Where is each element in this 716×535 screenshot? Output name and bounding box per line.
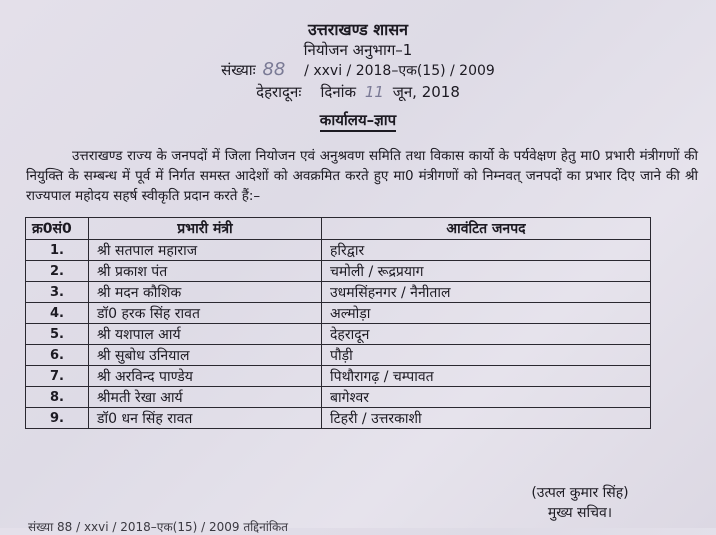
minister-allocation-table [25,217,651,429]
handwritten-date: 11 [364,83,384,101]
table-row [26,345,651,366]
minister-cell: डॉ0 धन सिंह रावत [89,408,322,429]
minister-cell: श्री यशपाल आर्य [89,324,322,345]
document-title [0,110,716,130]
minister-cell: श्री अरविन्द पाण्डेय [89,366,322,387]
footer-reference: संख्या 88 / xxvi / 2018–एक(15) / 2009 तद्दिनांकित [28,520,289,534]
header-serial: क्र0सं0 [26,218,89,240]
number-label: संख्याः [221,61,256,79]
district-cell: टिहरी / उत्तरकाशी [322,408,651,429]
table-row [26,408,651,429]
place-date [0,81,716,103]
signature-block [505,483,655,523]
minister-cell: श्री मदन कौशिक [89,282,322,303]
minister-cell: श्री सुबोध उनियाल [89,345,322,366]
minister-cell: श्री प्रकाश पंत [89,261,322,282]
minister-cell: श्री सतपाल महाराज [89,240,322,261]
district-cell: हरिद्वार [322,240,651,261]
date-label: दिनांक [320,83,357,101]
signatory-name: (उत्पल कुमार सिंह) [531,485,629,501]
header-district: आवंटित जनपद [322,218,651,240]
handwritten-number: 88 [262,59,286,80]
serial-cell: 3. [26,282,89,303]
district-cell: उधमसिंहनगर / नैनीताल [322,282,651,303]
title-text: कार्यालय–ज्ञाप [320,111,396,132]
document-header [0,20,716,103]
government-name: उत्तराखण्ड शासन [307,20,409,39]
header-minister: प्रभारी मंत्री [89,218,322,240]
table-row [26,261,651,282]
reference-number [0,60,716,81]
serial-cell: 9. [26,408,89,429]
serial-cell: 1. [26,240,89,261]
serial-cell: 5. [26,324,89,345]
serial-cell: 8. [26,387,89,408]
table-row [26,366,651,387]
district-cell: अल्मोड़ा [322,303,651,324]
table-row [26,387,651,408]
order-paragraph: उत्तराखण्ड राज्य के जनपदों में जिला नियोजन एवं अनुश्रवण समिति तथा विकास कार्यो के पर्यवेक्षण हेतु मा0 प्रभारी मंत्रीगणों की नियुक्ति के सम्बन्ध में पूर्व में निर्गत समस्त आदेशों को अवक्रमित करते हुए मा0 मंत्रीगणों को निम्नवत् जनपदों का प्रभार दिए जाने की श्री राज्यपाल महोदय सहर्ष स्वीकृति प्रदान करते हैं:– [26,148,698,204]
serial-cell: 6. [26,345,89,366]
minister-cell: डॉ0 हरक सिंह रावत [89,303,322,324]
district-cell: बागेश्वर [322,387,651,408]
signatory-designation: मुख्य सचिव। [547,505,613,521]
minister-cell: श्रीमती रेखा आर्य [89,387,322,408]
district-cell: पिथौरागढ़ / चम्पावत [322,366,651,387]
table-row [26,240,651,261]
table-row [26,324,651,345]
serial-cell: 2. [26,261,89,282]
serial-cell: 7. [26,366,89,387]
department-name: नियोजन अनुभाग–1 [303,41,413,59]
place: देहरादूनः [256,83,302,101]
number-rest: / xxvi / 2018–एक(15) / 2009 [304,63,495,79]
table-row [26,303,651,324]
table-header-row [26,218,651,240]
district-cell: चमोली / रूद्रप्रयाग [322,261,651,282]
table-row [26,282,651,303]
date-rest: जून, 2018 [392,83,460,101]
district-cell: देहरादून [322,324,651,345]
district-cell: पौड़ी [322,345,651,366]
serial-cell: 4. [26,303,89,324]
